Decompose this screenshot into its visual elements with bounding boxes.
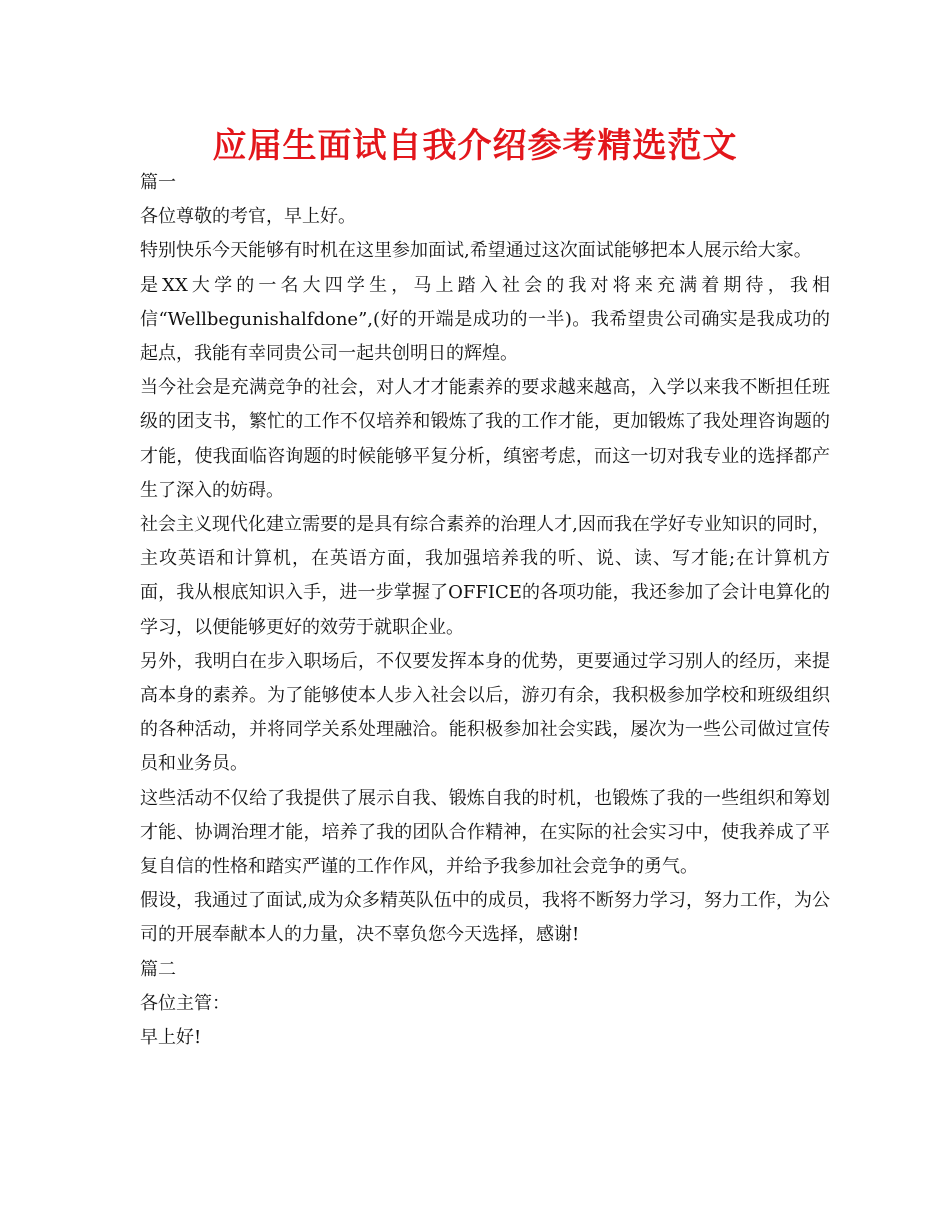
body-paragraph: 假设，我通过了面试,成为众多精英队伍中的成员，我将不断努力学习，努力工作，为公司的开展奉献本人的力量，决不辜负您今天选择，感谢! [140,890,830,946]
body-paragraph: 另外，我明白在步入职场后，不仅要发挥本身的优势，更要通过学习别人的经历，来提高本身的素养。为了能够使本人步入社会以后，游刃有余，我积极参加学校和班级组织的各种活动，并将同学关系处理融洽。能积极参加社会实践，屡次为一些公司做过宣传员和业务员。 [140,650,830,775]
document-title: 应届生面试自我介绍参考精选范文 [212,126,738,166]
body-paragraph: 是XX大学的一名大四学生，马上踏入社会的我对将来充满着期待，我相信“Wellbegunishalfdone”,(好的开端是成功的一半)。我希望贵公司确实是我成功的起点，我能有幸同贵公司一起共创明日的辉煌。 [140,274,830,365]
greeting-paragraph: 各位尊敬的考官，早上好。 [140,206,356,228]
body-paragraph: 当今社会是充满竞争的社会，对人才才能素养的要求越来越高，入学以来我不断担任班级的团支书，繁忙的工作不仅培养和锻炼了我的工作才能，更加锻炼了我处理咨询题的才能，使我面临咨询题的时候能够平复分析，缜密考虑，而这一切对我专业的选择都产生了深入的妨碍。 [140,377,830,501]
body-paragraph: 特别快乐今天能够有时机在这里参加面试,希望通过这次面试能够把本人展示给大家。 [140,240,812,262]
body-paragraph: 社会主义现代化建立需要的是具有综合素养的治理人才,因而我在学好专业知识的同时，主攻英语和计算机，在英语方面，我加强培养我的听、说、读、写才能;在计算机方面，我从根底知识入手，进一步掌握了OFFICE的各项功能，我还参加了会计电算化的学习，以便能够更好的效劳于就职企业。 [140,514,830,638]
body-paragraph: 这些活动不仅给了我提供了展示自我、锻炼自我的时机，也锻炼了我的一些组织和筹划才能、协调治理才能，培养了我的团队合作精神，在实际的社会实习中，使我养成了平复自信的性格和踏实严谨的工作作风，并给予我参加社会竞争的勇气。 [140,787,830,878]
section-heading-1: 篇一 [140,172,176,193]
greeting-paragraph: 各位主管： [140,992,230,1014]
document-body [140,166,830,1055]
section-heading-2: 篇二 [140,958,176,980]
greeting-paragraph: 早上好! [140,1027,202,1049]
